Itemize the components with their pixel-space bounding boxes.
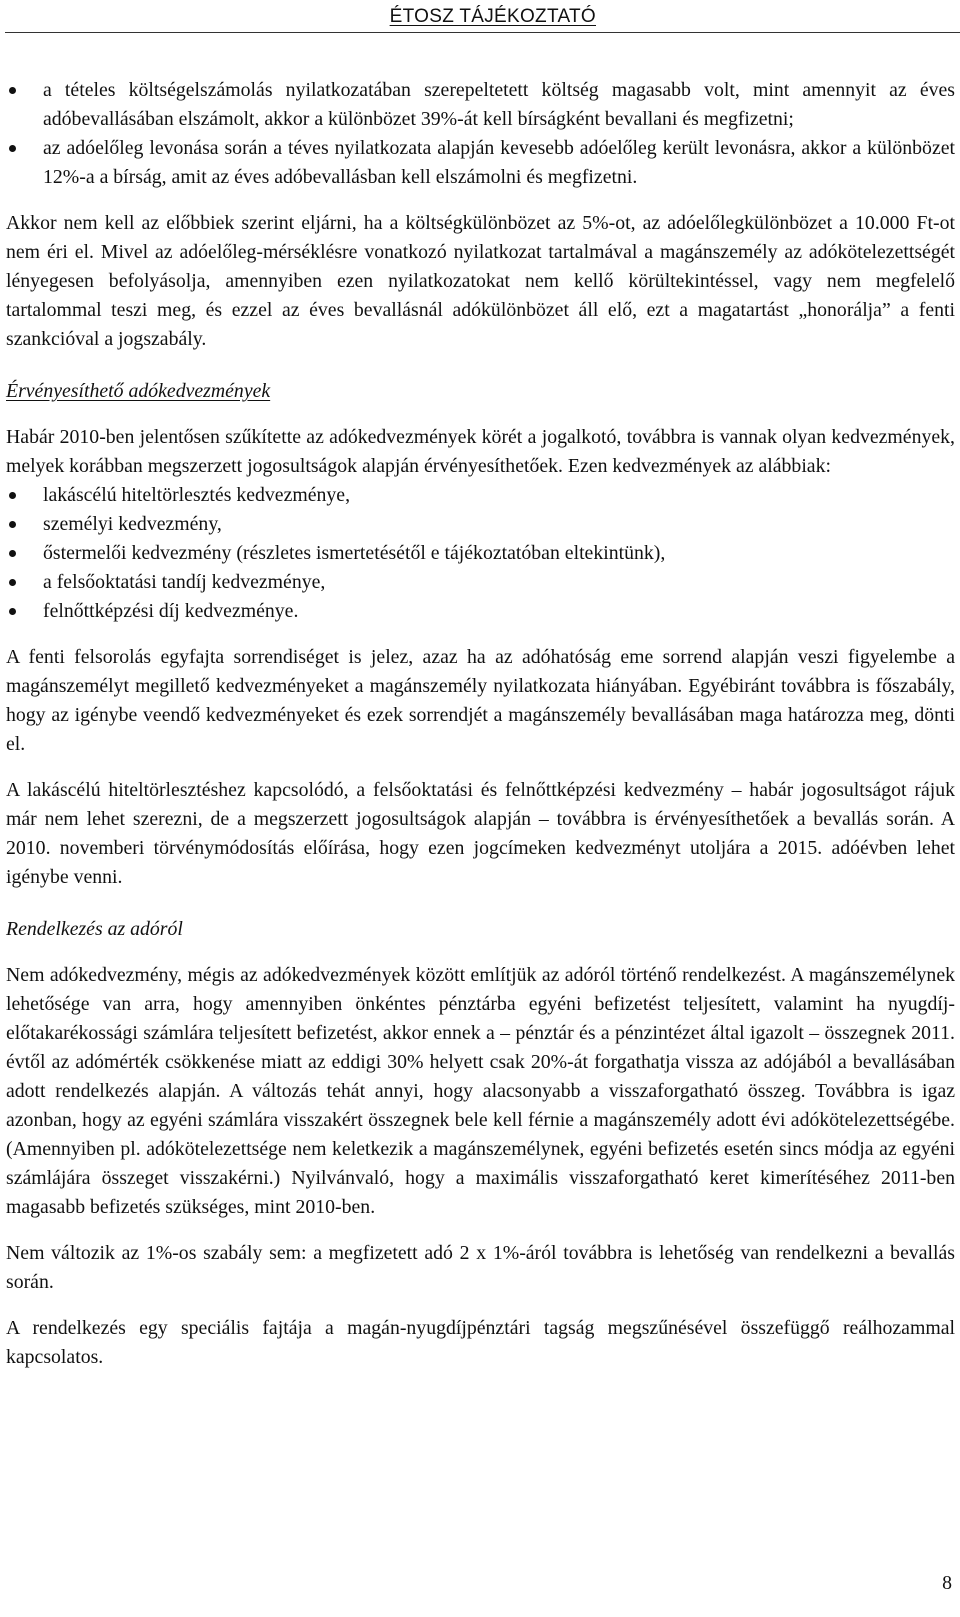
kedvezmeny-bullet-list bbox=[6, 481, 955, 626]
paragraph-akkor: Akkor nem kell az előbbiek szerint eljárni, ha a költségkülönbözet az 5%-ot, az adóelőlegkülönbözet a 10.000 Ft-ot nem éri el. Mivel az adóelőleg-mérséklésre vonatkozó nyilatkozat tartalmával a magánszemély az adókötelezettségét lényegesen befolyásolja, amennyiben ezen nyilatkozatokat nem kellő körültekintéssel, vagy nem megfelelő tartalommal teszi meg, és ezzel az éves bevallásnál adókülönbözet áll elő, ezt a magatartást „honorálja” a fenti szankcióval a jogszabály. bbox=[6, 212, 955, 350]
paragraph-sorrendiseg: A fenti felsorolás egyfajta sorrendiséget is jelez, azaz ha az adóhatóság eme sorrend alapján veszi figyelembe a magánszemélyt megillető kedvezményeket a magánszemély nyilatkozata hiányában. Egyébiránt továbbra is főszabály, hogy az igénybe veendő kedvezményeket és ezek sorrendjét a magánszemély bevallásában maga határozza meg, dönti el. bbox=[6, 646, 955, 755]
intro-bullet-list bbox=[6, 76, 955, 192]
section-heading-ervenyesitheto: Érvényesíthető adókedvezmények bbox=[6, 380, 271, 402]
header-divider bbox=[5, 32, 960, 33]
section-heading-rendelkezes: Rendelkezés az adóról bbox=[6, 918, 183, 940]
document-body bbox=[6, 76, 955, 1372]
list-item: felnőttképzési díj kedvezménye. bbox=[6, 597, 955, 626]
list-item: őstermelői kedvezmény (részletes ismertetésétől e tájékoztatóban eltekintünk), bbox=[6, 539, 955, 568]
page-header bbox=[0, 0, 960, 36]
list-item: a tételes költségelszámolás nyilatkozatában szerepeltetett költség magasabb volt, mint amennyit az éves adóbevallásában elszámolt, akkor a különbözet 39%-át kell bírságként bevallani és megfizetni; bbox=[6, 76, 955, 134]
paragraph-kedvezmenyek-intro: Habár 2010-ben jelentősen szűkítette az adókedvezmények körét a jogalkotó, továbbra is vannak olyan kedvezmények, melyek korábban megszerzett jogosultságok alapján érvényesíthetőek. Ezen kedvezmények az alábbiak: bbox=[6, 426, 955, 477]
page-number: 8 bbox=[942, 1572, 952, 1594]
list-item: lakáscélú hiteltörlesztés kedvezménye, bbox=[6, 481, 955, 510]
paragraph-lakascelu: A lakáscélú hiteltörlesztéshez kapcsolódó, a felsőoktatási és felnőttképzési kedvezmény – habár jogosultságot rájuk már nem lehet szerezni, de a megszerzett jogosultságok alapján – továbbra is érvényesíthetőek a bevallás során. A 2010. novemberi törvénymódosítás előírása, hogy ezen jogcímeken kedvezményt utoljára a 2015. adóévben lehet igénybe venni. bbox=[6, 779, 955, 888]
header-title: ÉTOSZ TÁJÉKOZTATÓ bbox=[389, 6, 596, 27]
list-item: az adóelőleg levonása során a téves nyilatkozata alapján kevesebb adóelőleg került levonásra, akkor a különbözet 12%-a a bírság, amit az éves adóbevallásban kell elszámolni és megfizetni. bbox=[6, 134, 955, 192]
paragraph-rendelkezes: Nem adókedvezmény, mégis az adókedvezmények között említjük az adóról történő rendelkezést. A magánszemélynek lehetősége van arra, hogy amennyiben önkéntes pénztárba egyéni befizetést teljesített, valamint ha nyugdíj-előtakarékossági számlára teljesített befizetést, akkor ennek a – pénztár és a pénzintézet által igazolt – összegnek 2011. évtől az adómérték csökkenése miatt az eddigi 30% helyett csak 20%-át forgathatja vissza az adójából a bevallásában adott rendelkezés alapján. A változás tehát annyi, hogy alacsonyabb a visszaforgatható összeg. Továbbra is igaz azonban, hogy az egyéni számlára visszakért összegnek bele kell férnie a magánszemély adott évi adókötelezettségébe. (Amennyiben pl. adókötelezettsége nem keletkezik a magánszemélynek, egyéni befizetés esetén sincs módja az egyéni számlájára összeget visszakérni.) Nyilvánvaló, hogy a maximális visszaforgatható keret kimerítéséhez 2011-ben magasabb befizetés szükséges, mint 2010-ben. bbox=[6, 964, 955, 1218]
paragraph-egy-szazalek: Nem változik az 1%-os szabály sem: a megfizetett adó 2 x 1%-áról továbbra is lehetőség van rendelkezni a bevallás során. bbox=[6, 1242, 955, 1293]
list-item: személyi kedvezmény, bbox=[6, 510, 955, 539]
list-item: a felsőoktatási tandíj kedvezménye, bbox=[6, 568, 955, 597]
paragraph-specialis: A rendelkezés egy speciális fajtája a magán-nyugdíjpénztári tagság megszűnésével összefüggő reálhozammal kapcsolatos. bbox=[6, 1317, 955, 1368]
